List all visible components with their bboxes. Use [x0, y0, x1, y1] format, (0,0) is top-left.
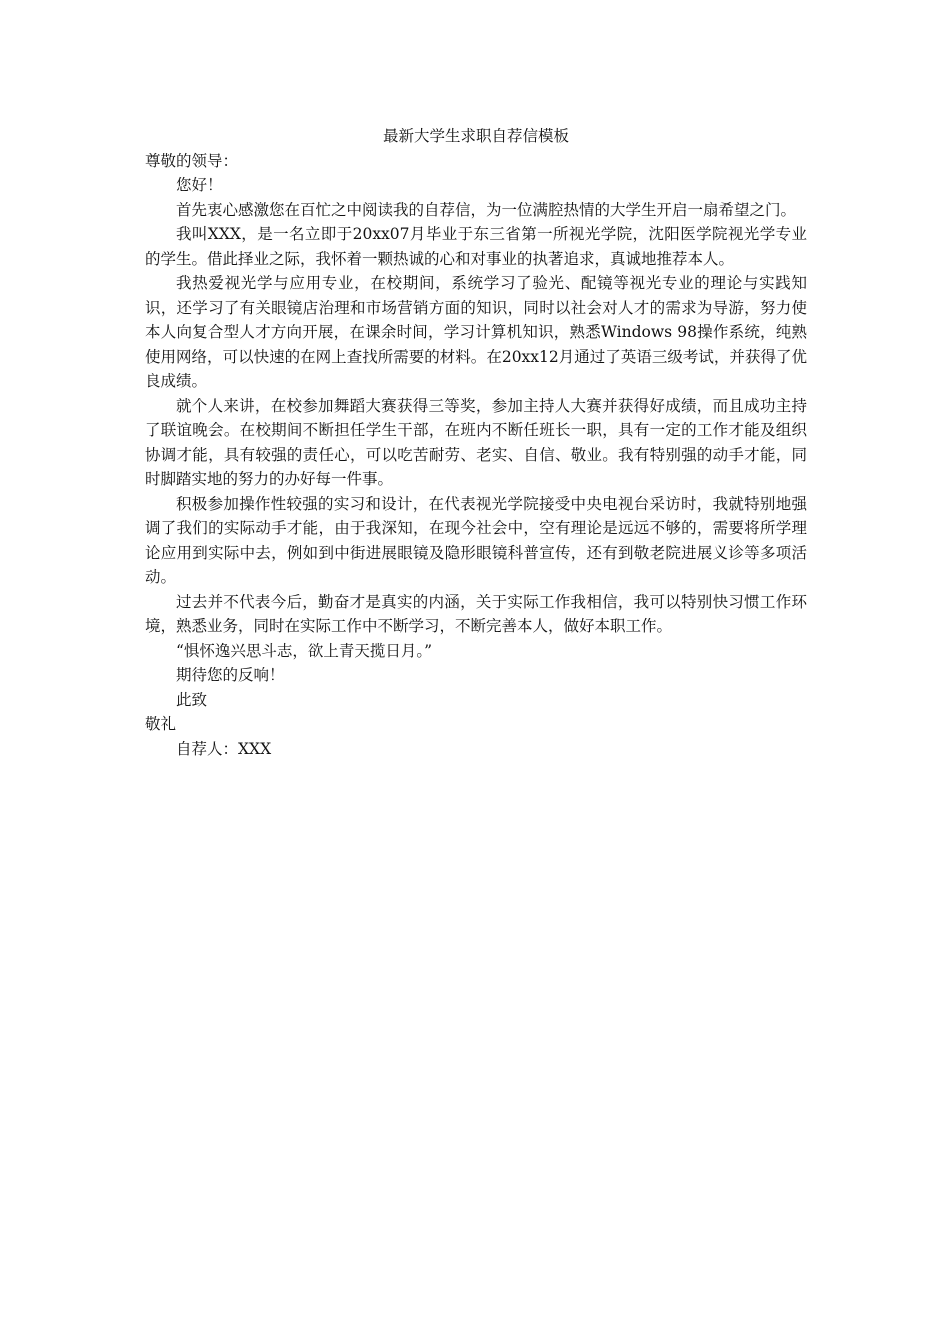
document-title: 最新大学生求职自荐信模板: [382, 127, 569, 145]
paragraph: 首先衷心感激您在百忙之中阅读我的自荐信，为一位满腔热情的大学生开启一扇希望之门。: [176, 200, 797, 219]
paragraph: 积极参加操作性较强的实习和设计，在代表视光学院接受中央电视台采访时，我就特别地强调了我们的实际动手才能，由于我深知，在现今社会中，空有理论是远远不够的，需要将所学理论应用到实际中去，例如到中街进展眼镜及隐形眼镜科普宣传，还有到敬老院进展义诊等多项活动。: [145, 494, 807, 586]
letter-body: [145, 124, 807, 761]
quote-line: “惧怀逸兴思斗志，欲上青天揽日月。”: [176, 641, 433, 660]
ci-zhi-line: 此致: [176, 690, 208, 709]
paragraph: 我叫XXX，是一名立即于20xx07月毕业于东三省第一所视光学院，沈阳医学院视光学专业的学生。借此择业之际，我怀着一颗热诚的心和对事业的执著追求，真诚地推荐本人。: [145, 225, 807, 268]
greeting: 您好！: [176, 176, 223, 194]
salutation: 尊敬的领导：: [145, 151, 239, 170]
paragraph: 过去并不代表今后，勤奋才是真实的内涵，关于实际工作我相信，我可以特别快习惯工作环境，熟悉业务，同时在实际工作中不断学习，不断完善本人，做好本职工作。: [145, 592, 807, 635]
closing-line: 期待您的反响！: [176, 666, 285, 684]
signature-line: 自荐人：XXX: [176, 739, 272, 758]
jing-li-line: 敬礼: [145, 715, 177, 733]
paragraph: 我热爱视光学与应用专业，在校期间，系统学习了验光、配镜等视光专业的理论与实践知识，还学习了有关眼镜店治理和市场营销方面的知识，同时以社会对人才的需求为导游，努力使本人向复合型人才方向开展，在课余时间，学习计算机知识，熟悉Windows 98操作系统，纯熟使用网络，可以快速的在网上查找所需要的材料。在20xx12月通过了英语三级考试，并获得了优良成绩。: [145, 274, 807, 390]
paragraph: 就个人来讲，在校参加舞蹈大赛获得三等奖，参加主持人大赛并获得好成绩，而且成功主持了联谊晚会。在校期间不断担任学生干部，在班内不断任班长一职，具有一定的工作才能及组织协调才能，具有较强的责任心，可以吃苦耐劳、老实、自信、敬业。我有特别强的动手才能，同时脚踏实地的努力的办好每一件事。: [145, 396, 807, 488]
